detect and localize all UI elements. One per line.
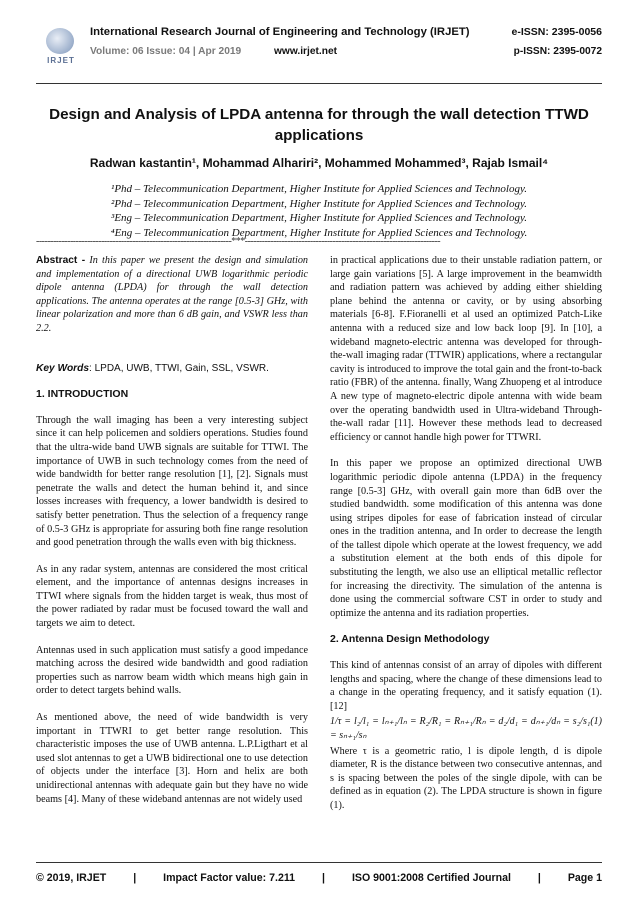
logo-text: IRJET <box>47 56 75 65</box>
website-link[interactable]: www.irjet.net <box>274 46 338 57</box>
paper-title: Design and Analysis of LPDA antenna for through the wall detection TTWD applications <box>49 106 589 144</box>
page-header <box>42 26 602 78</box>
keywords <box>36 362 308 376</box>
p-issn: p-ISSN: 2395-0072 <box>513 46 602 57</box>
header-rule <box>36 83 602 84</box>
page-number: Page 1 <box>567 872 602 884</box>
globe-icon <box>46 28 74 54</box>
paragraph: As in any radar system, antennas are considered the most critical element, and the importance of antennas designs increases in TTWI where signals from the hidden target is weak, thus most of the power radiated by radar must be focused toward the wall and targets we aim to detect. <box>36 563 308 630</box>
irjet-logo <box>42 26 80 70</box>
iso-certification: ISO 9001:2008 Certified Journal <box>351 872 511 884</box>
footer-separator: | <box>322 872 325 884</box>
equation-number: (1) <box>590 716 602 728</box>
paragraph: Antennas used in such application must satisfy a good impedance matching across the desired wide bandwidth and good radiation properties such as narrow beam width which means high gain in order to detect targets behind walls. <box>36 644 308 697</box>
abstract-label: Abstract - <box>36 255 86 266</box>
paragraph: As mentioned above, the need of wide bandwidth is very important in TTWRI to get better range resolution. This characteristic imposes the use of UWB antenna. L.P.Ligthart et al used slot antennas to get a UWB bidirectional one to use detection of objects under the interface [3]. Horn and helix are both unidirectional antennas with adequate gain but they have no wide beams [4]. Many of these wideband antennas are not widely used <box>36 712 308 805</box>
paragraph: In this paper we propose an optimized directional UWB logarithmic periodic dipole antenna (LPDA) in the frequency range [0.5-3] GHz, with overall gain more than 6dB over the studied bandwidth. some modification of this antenna was done using stripes dipoles for ease of fabrication instead of circular ones in the tradition antenna, and In order to decrease the length of the tallest dipole which operate at the lowest frequency, we add a substitution element at the both ends of this dipole for substituting the length, we also use an elliptical metallic reflector for increasing the directivity. The simulation of the antenna is done using the commercial software CST in order to study and optimize the antenna and its radiation properties. <box>330 458 602 619</box>
section-separator: ---------------------------------------------------------------------***--------------------------------------------------------------------- <box>36 236 441 247</box>
copyright: © 2019, IRJET <box>36 872 107 884</box>
volume-issue: Volume: 06 Issue: 04 | Apr 2019 <box>90 46 242 57</box>
abstract-text: In this paper we present the design and simulation and implementation of a directional UWB logarithmic periodic dipole antenna (LPDA) for through the wall detection applications. The antenna operates at the range [0.5-3] GHz, with linear polarization and more than 6 dB gain, and VSWR less than 2.2. <box>36 255 309 334</box>
e-issn: e-ISSN: 2395-0056 <box>511 26 602 38</box>
paragraph: in practical applications due to their unstable radiation pattern, or large gain variations [5]. A large improvement in the beamwidth and radiation pattern was achieved by adding either shielding plane behind the antenna or cavity, or by using absorbing materials [6-8]. F.Fioranelli et al used an optimized Patch-Like antenna with a reduced size and low back loop [9]. In [10], a wideband magneto-electric antenna was developed for through-the-wall imaging radar (TTWIR) applications, where a rectangular cavity is introduced to improve the total gain and the front-to-back ratio (FBR) of the antenna. finally, Wang Zhuopeng et al introduce A new type of magneto-electric dipole antenna with wide beam over the operating bandwidth used in Ultra-wideband Through-the-wall radar [11]. However these methods lead to decreased efficiency or cannot handle high power for TTWRI. <box>330 255 602 443</box>
affiliation-1: ¹Phd – Telecommunication Department, Higher Institute for Applied Sciences and Technology. <box>111 183 527 195</box>
equation-body: 1/τ = l₂/l₁ = lₙ₊₁/lₙ = R₂/R₁ = Rₙ₊₁/Rₙ = d₂/d₁ = dₙ₊₁/dₙ = s₂/s₁ = sₙ₊₁/sₙ <box>330 716 591 741</box>
paragraph: This kind of antennas consist of an array of dipoles with different lengths and spacing, where the change of these dimensions lead to a change in the operating frequency, and it satisfy equation (1).[12] <box>330 660 602 712</box>
footer-rule <box>36 862 602 863</box>
equation-1 <box>330 715 602 742</box>
right-column <box>330 254 602 826</box>
left-column <box>36 254 308 819</box>
affiliations <box>40 182 598 240</box>
affiliation-3: ³Eng – Telecommunication Department, Higher Institute for Applied Sciences and Technology. <box>111 212 527 225</box>
paragraph: Where τ is a geometric ratio, l is dipole length, d is dipole diameter, R is the distance between two consecutive antennas, and s is spacing between the poles of the single dipole, with can be defined as in equation (2). The LPDA structure is shown in figure (1). <box>330 745 602 811</box>
keywords-label: Key Words <box>36 362 90 374</box>
journal-name: International Research Journal of Engineering and Technology (IRJET) <box>90 26 470 38</box>
footer-separator: | <box>133 872 137 884</box>
authors: Radwan kastantin¹, Mohammad Alhariri², Mohammed Mohammed³, Rajab Ismail⁴ <box>89 156 549 170</box>
affiliation-2: ²Phd – Telecommunication Department, Higher Institute for Applied Sciences and Technology. <box>111 197 527 210</box>
page-footer <box>36 872 602 884</box>
keywords-text: : LPDA, UWB, TTWI, Gain, SSL, VSWR. <box>89 362 269 374</box>
section2-heading: 2. Antenna Design Methodology <box>330 633 490 646</box>
paragraph: Through the wall imaging has been a very interesting subject since it can help policemen and soldiers operations. Studies found that the ultra-wide band UWB signals are suitable for TTWI. The importance of UWB in such technology comes from the need of wide bandwidth for better range resolution [1], [2]. Signals must penetrate the walls and detect the human behind it, and since losses increases with frequency, a lower bandwidth is desired to satisfy better penetration. Thus the selection of a frequency range of 0.5-3 GHz is appropriate for assuring both fine range resolution and good penetration through the walls even with big thickness. <box>36 414 308 549</box>
impact-factor: Impact Factor value: 7.211 <box>163 872 296 884</box>
affiliation-4: ⁴Eng – Telecommunication Department, Higher Institute for Applied Sciences and Technology. <box>110 226 528 239</box>
footer-separator: | <box>537 872 541 884</box>
abstract <box>36 254 308 336</box>
intro-heading: 1. INTRODUCTION <box>36 388 129 401</box>
